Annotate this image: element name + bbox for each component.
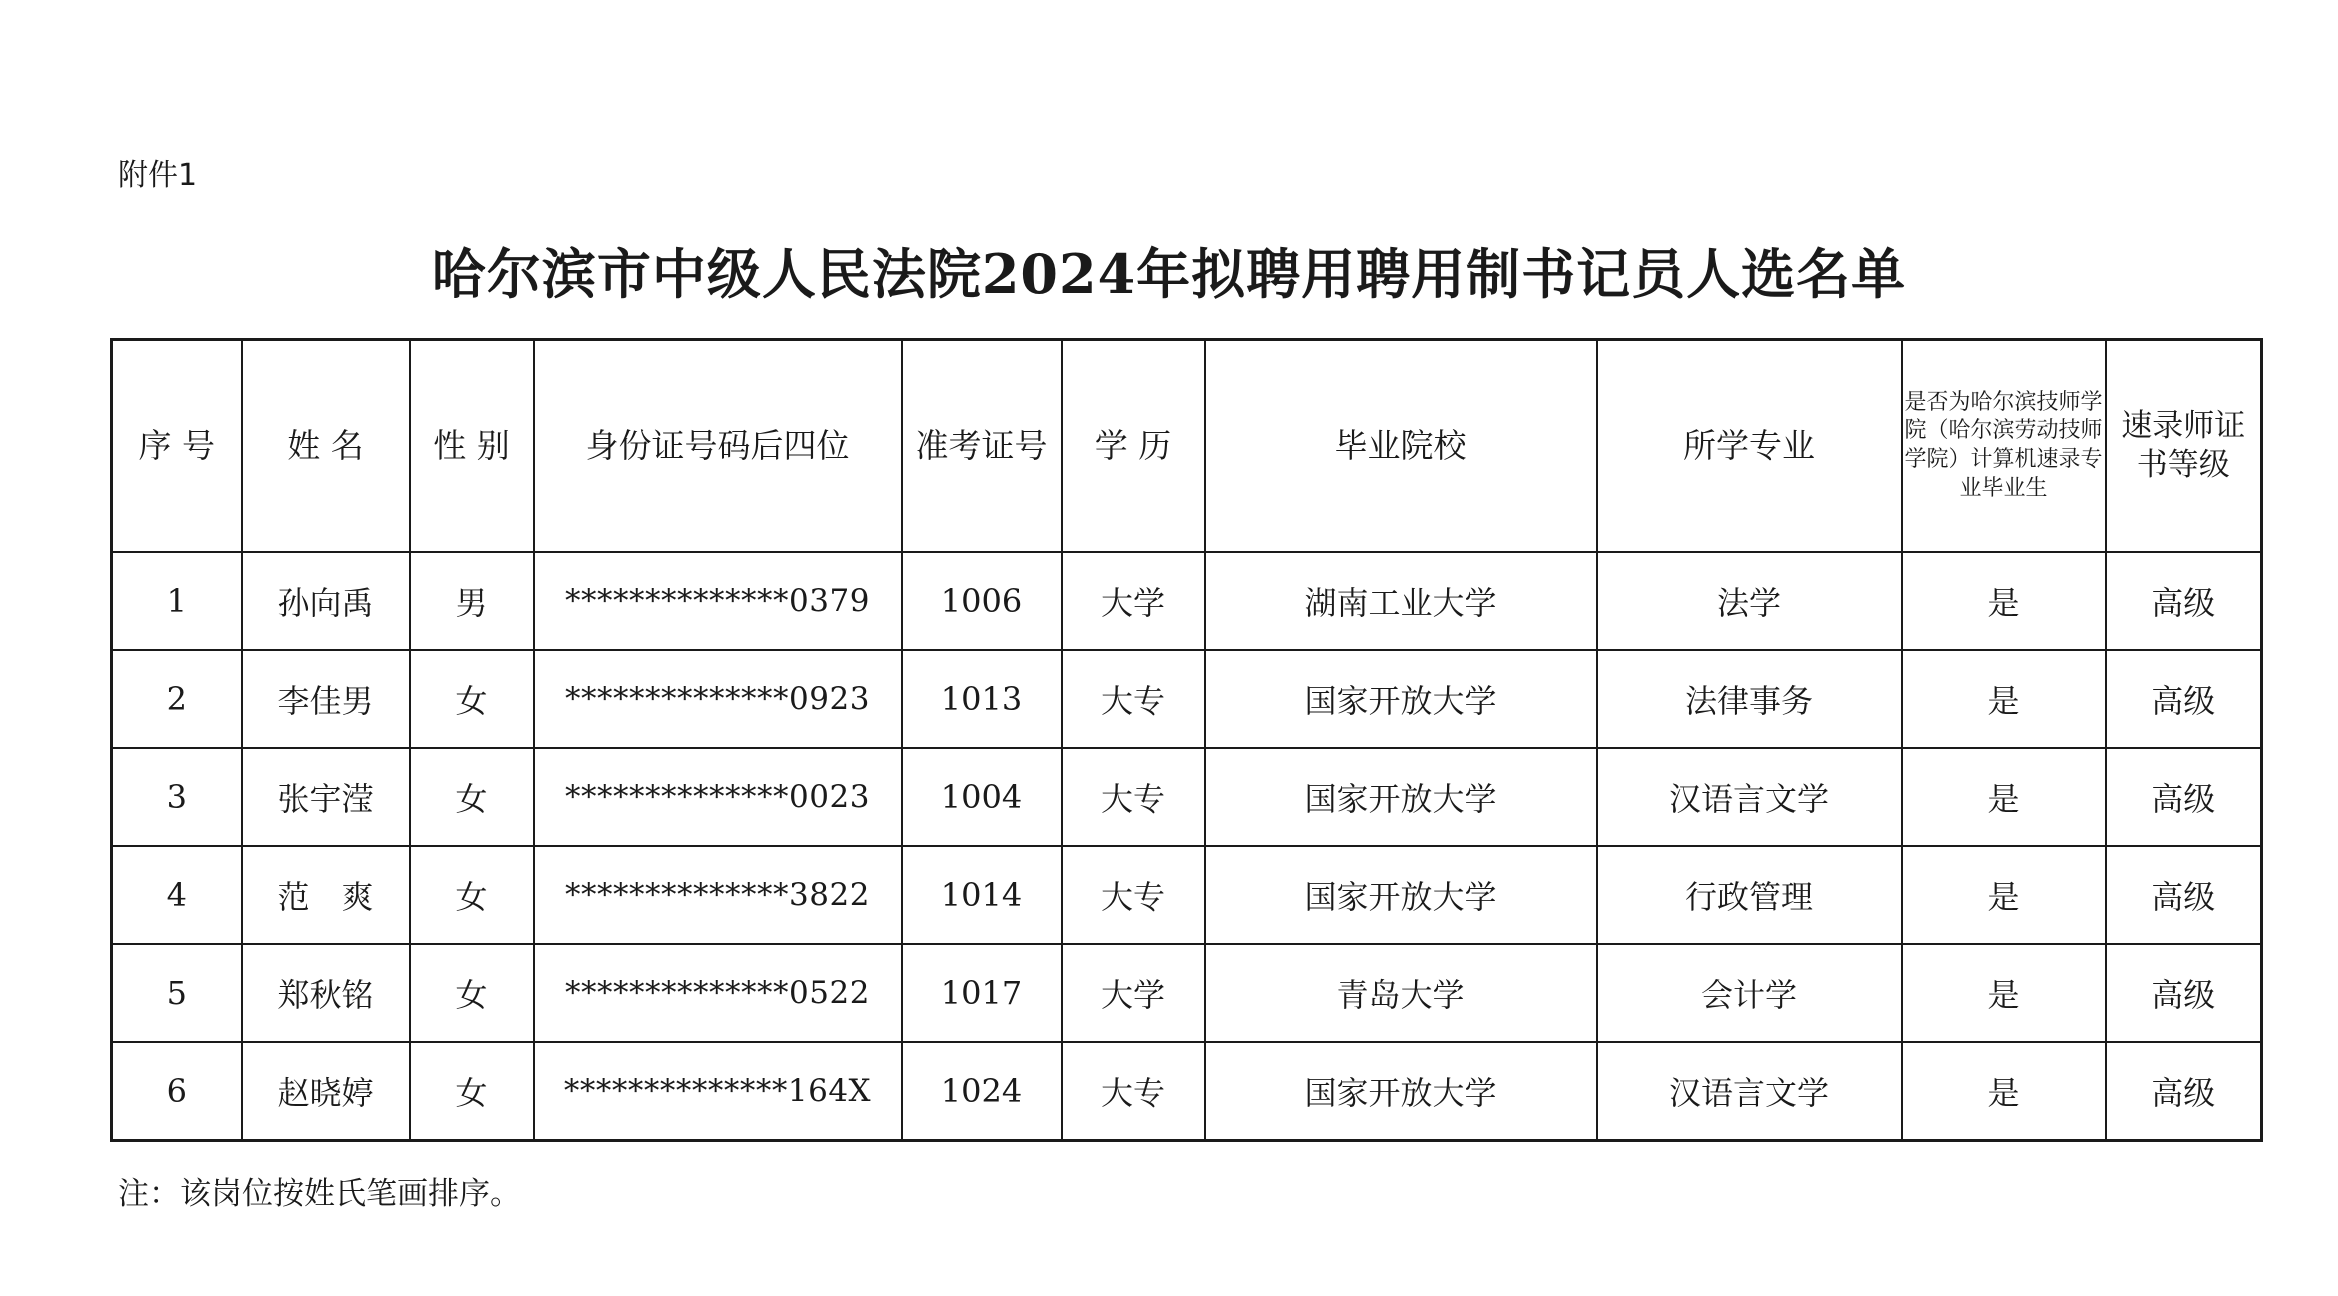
table-row bbox=[112, 944, 2262, 1042]
cell-major: 法学 bbox=[1597, 552, 1902, 650]
cell-steno-cert-level: 高级 bbox=[2106, 846, 2262, 944]
cell-name: 孙向禹 bbox=[242, 552, 410, 650]
table-row bbox=[112, 650, 2262, 748]
footnote: 注：该岗位按姓氏笔画排序。 bbox=[118, 1176, 521, 1212]
cell-gender: 女 bbox=[410, 748, 534, 846]
table-row bbox=[112, 552, 2262, 650]
header-name: 姓 名 bbox=[242, 340, 410, 553]
cell-exam-no: 1024 bbox=[902, 1042, 1062, 1141]
cell-education: 大学 bbox=[1062, 944, 1205, 1042]
cell-major: 汉语言文学 bbox=[1597, 1042, 1902, 1141]
cell-gender: 女 bbox=[410, 846, 534, 944]
attachment-label: 附件1 bbox=[118, 158, 198, 193]
cell-education: 大专 bbox=[1062, 650, 1205, 748]
header-id-last4: 身份证号码后四位 bbox=[534, 340, 902, 553]
cell-gender: 女 bbox=[410, 650, 534, 748]
candidate-table bbox=[110, 338, 2263, 1142]
cell-major: 法律事务 bbox=[1597, 650, 1902, 748]
cell-name: 郑秋铭 bbox=[242, 944, 410, 1042]
cell-id-last4: **************0522 bbox=[534, 944, 902, 1042]
cell-school: 国家开放大学 bbox=[1205, 650, 1597, 748]
cell-major: 会计学 bbox=[1597, 944, 1902, 1042]
cell-id-last4: **************0023 bbox=[534, 748, 902, 846]
cell-major: 行政管理 bbox=[1597, 846, 1902, 944]
cell-school: 国家开放大学 bbox=[1205, 846, 1597, 944]
table-row bbox=[112, 748, 2262, 846]
cell-education: 大专 bbox=[1062, 748, 1205, 846]
cell-tech-college-grad: 是 bbox=[1902, 1042, 2106, 1141]
cell-education: 大专 bbox=[1062, 846, 1205, 944]
cell-exam-no: 1013 bbox=[902, 650, 1062, 748]
page-title: 哈尔滨市中级人民法院2024年拟聘用聘用制书记员人选名单 bbox=[431, 242, 1907, 306]
cell-index: 4 bbox=[112, 846, 242, 944]
cell-exam-no: 1017 bbox=[902, 944, 1062, 1042]
cell-school: 国家开放大学 bbox=[1205, 1042, 1597, 1141]
header-index: 序 号 bbox=[112, 340, 242, 553]
cell-exam-no: 1006 bbox=[902, 552, 1062, 650]
cell-steno-cert-level: 高级 bbox=[2106, 748, 2262, 846]
cell-id-last4: **************164X bbox=[534, 1042, 902, 1141]
cell-steno-cert-level: 高级 bbox=[2106, 650, 2262, 748]
cell-gender: 女 bbox=[410, 944, 534, 1042]
header-steno-cert-level: 速录师证书等级 bbox=[2106, 340, 2262, 553]
table-row bbox=[112, 846, 2262, 944]
cell-index: 5 bbox=[112, 944, 242, 1042]
header-exam-no: 准考证号 bbox=[902, 340, 1062, 553]
cell-steno-cert-level: 高级 bbox=[2106, 944, 2262, 1042]
cell-id-last4: **************0379 bbox=[534, 552, 902, 650]
cell-id-last4: **************0923 bbox=[534, 650, 902, 748]
cell-tech-college-grad: 是 bbox=[1902, 650, 2106, 748]
header-tech-college-grad: 是否为哈尔滨技师学院（哈尔滨劳动技师学院）计算机速录专业毕业生 bbox=[1902, 340, 2106, 553]
header-school: 毕业院校 bbox=[1205, 340, 1597, 553]
cell-gender: 男 bbox=[410, 552, 534, 650]
cell-index: 2 bbox=[112, 650, 242, 748]
cell-tech-college-grad: 是 bbox=[1902, 846, 2106, 944]
table-header-row bbox=[112, 340, 2262, 553]
cell-school: 青岛大学 bbox=[1205, 944, 1597, 1042]
cell-major: 汉语言文学 bbox=[1597, 748, 1902, 846]
cell-name: 张宇滢 bbox=[242, 748, 410, 846]
cell-exam-no: 1004 bbox=[902, 748, 1062, 846]
cell-name: 赵晓婷 bbox=[242, 1042, 410, 1141]
cell-tech-college-grad: 是 bbox=[1902, 748, 2106, 846]
cell-gender: 女 bbox=[410, 1042, 534, 1141]
cell-steno-cert-level: 高级 bbox=[2106, 552, 2262, 650]
table-row bbox=[112, 1042, 2262, 1141]
cell-name: 范 爽 bbox=[242, 846, 410, 944]
cell-steno-cert-level: 高级 bbox=[2106, 1042, 2262, 1141]
cell-index: 1 bbox=[112, 552, 242, 650]
cell-index: 6 bbox=[112, 1042, 242, 1141]
cell-education: 大专 bbox=[1062, 1042, 1205, 1141]
cell-school: 国家开放大学 bbox=[1205, 748, 1597, 846]
cell-school: 湖南工业大学 bbox=[1205, 552, 1597, 650]
cell-tech-college-grad: 是 bbox=[1902, 944, 2106, 1042]
cell-index: 3 bbox=[112, 748, 242, 846]
cell-id-last4: **************3822 bbox=[534, 846, 902, 944]
cell-name: 李佳男 bbox=[242, 650, 410, 748]
cell-education: 大学 bbox=[1062, 552, 1205, 650]
cell-tech-college-grad: 是 bbox=[1902, 552, 2106, 650]
header-education: 学 历 bbox=[1062, 340, 1205, 553]
header-gender: 性 别 bbox=[410, 340, 534, 553]
cell-exam-no: 1014 bbox=[902, 846, 1062, 944]
header-major: 所学专业 bbox=[1597, 340, 1902, 553]
